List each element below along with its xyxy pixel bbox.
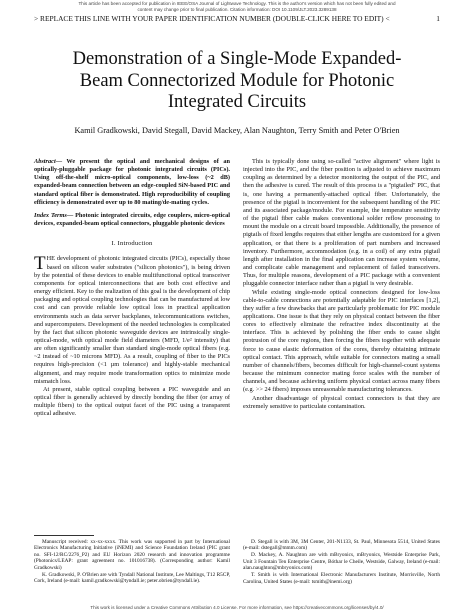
abstract-text: — We present the optical and mechanical designs of an optically-pluggable package for photonic integrated circuits (PICs). Using off-the-shelf micro-optical components, low-loss (~2 dB) expanded-beam connection between an edge-coupled SiN-based PIC and standard optical fiber is demonstrated. High reproducibility of coupling efficiency is demonstrated over up to 80 mating/de-mating cycles. bbox=[34, 158, 230, 206]
title-line: Integrated Circuits bbox=[167, 92, 307, 112]
footnote: D. Mackey, A. Naughton are with mBryonics, mBryonics, Westside Enterprise Park, Unit 3 Fountain Ten Enterprise Centre, Bóthar le Cheile, Westside, Galway, Ireland (e-mail: alan.naughton@mbryonics.com) bbox=[243, 552, 440, 572]
body-paragraph: While existing single-mode optical connectors designed for low-loss cable-to-cable connections are potentially adaptable for PIC interfaces [1,2], they suffer a few drawbacks that are particularly problematic for PIC module applications. One issue is that they rely on physical contact between the fiber cores to effectively eliminate the refractive index discontinuity at the interface. This is achieved by polishing the fiber ends to cause slight protrusion of the core regions, then forcing the fibers together with adequate force to cause elastic deformation of the cores, thereby obtaining intimate optical contact. This approach, while suitable for connectors mating a small number of channels/fibers, becomes difficult for high-channel-count systems because the minimum connector mating force scales with the number of channels, and because achieving uniform physical contact across many fibers (e.g. >> 24 fibers) imposes unreasonable manufacturing tolerances. bbox=[243, 288, 440, 394]
footnotes-right bbox=[243, 539, 440, 586]
index-terms-text: — Photonic integrated circuits, edge couplers, micro-optical devices, expanded-beam optical connectors, pluggable photonic devices bbox=[34, 211, 230, 228]
section-heading: I. Introduction bbox=[111, 240, 153, 248]
author-list: Kamil Gradkowski, David Stegall, David Mackey, Alan Naughton, Terry Smith and Peter O'Brien bbox=[74, 126, 400, 135]
footnote: T. Smith is with International Electronic Manufacturers Institute, Morrisville, North Carolina, United States (e-mail: tsmith@inemi.org) bbox=[243, 572, 440, 585]
abstract bbox=[34, 158, 230, 207]
paper-title bbox=[60, 49, 414, 114]
intro-paragraph bbox=[34, 255, 230, 386]
abstract-lead: Abstract bbox=[34, 158, 56, 165]
page-number: 1 bbox=[436, 14, 440, 23]
title-line: Beam Connectorized Module for Photonic bbox=[79, 70, 395, 91]
publication-notice bbox=[0, 1, 474, 12]
index-terms bbox=[34, 212, 230, 228]
intro-paragraph-text: HE development of photonic integrated circuits (PICs), especially those based on silicon wafer substrates ("silicon photonics"), is being driven by the potential of these devices to enable multifunctional optical transceiver components for optical interconnections that are both cost effective and energy efficient. Key to the realization of this goal is the development of chip packaging and optical coupling technologies that can be manufactured at low cost and can provide reliable low optical loss in practical application environments such as data server backplanes, telecommunications switches, and supercomputers. Development of the needed technologies is complicated by the fact that silicon photonic waveguide devices are intrinsically single-optical-mode, with optical mode field diameters (MFD, 1/e² intensity) that are often significantly smaller than standard single-mode optical fibers (e.g. ~2 instead of ~10 microns MFD). As a result, coupling of fiber to the PICs requires high-precision (<1 µm tolerance) and highly-stable mechanical alignment, and may require mode transformation optics to minimize mode mismatch loss. bbox=[34, 255, 230, 385]
body-paragraph: Another disadvantage of physical contact connectors is that they are extremely sensitive to particulate contamination. bbox=[243, 394, 440, 410]
drop-cap: T bbox=[34, 253, 46, 275]
right-column bbox=[243, 158, 440, 411]
left-column bbox=[34, 158, 230, 419]
title-line: Demonstration of a Single-Mode Expanded- bbox=[72, 49, 402, 69]
footnote: D. Stegall is with 3M, 3M Center, 201-N1133, St. Paul, Minnesota 5514, United States (e-mail: dstegall@mmm.com) bbox=[243, 539, 440, 552]
footnote: Manuscript received: xx-xx-xxxx. This work was supported in part by International Electronics Manufacturing Initiative (iNEMI) and Science Foundation Ireland (PIC grant no. SFI-12/RC/2276_P2) and EU Horizon 2020 research and innovation programme (Photonics/LEAP: grant agreement no. 101016738). (Corresponding author: Kamil Gradkowski) bbox=[34, 539, 230, 571]
publication-notice-line: content may change prior to final publication. Citation information: DOI 10.1109/JLT.2023.3289138 bbox=[137, 6, 337, 12]
running-head-text: > REPLACE THIS LINE WITH YOUR PAPER IDENTIFICATION NUMBER (DOUBLE-CLICK HERE TO EDIT) < bbox=[34, 14, 390, 23]
footnotes-left bbox=[34, 539, 230, 585]
publication-notice-line: This article has been accepted for publication in IEEE/OSA Journal of Lightwave Technology. This is the author's version which has not been fully edited and bbox=[78, 1, 396, 6]
footnote-rule bbox=[34, 535, 94, 536]
body-paragraph: This is typically done using so-called "active alignment" where light is injected into the PIC, and the fiber position is adjusted to achieve maximum coupling as determined by a detector monitoring the output of the PIC, and then the adhesive is cured. The result of this process is a "pigtailed" PIC, that is, one having a permanently-attached optical fiber. Unfortunately, the presence of the pigtail is inconvenient for the subsequent handling of the PIC and its associated package/module. For example, the temperature sensitivity of the pigtail fiber cable makes conventional solder reflow processing to mount the module on a circuit board impossible. Additionally, the presence of pigtails of fixed lengths requires that either lengths are customized for a given application, or that there is a proliferation of part numbers and increased inventory. Furthermore, accommodation (e.g. in a coil) of any extra pigtail length after installation in the final application can increase system volume, and complicate cable management and replacement of failed transceivers. Thus, for multiple reasons, development of a PIC package with a convenient pluggable connector interface rather than a pigtail is very desirable. bbox=[243, 158, 440, 288]
intro-paragraph: At present, stable optical coupling between a PIC waveguide and an optical fiber is generally achieved by directly bonding the fiber (or array of multiple fibers) to the optical output facet of the PIC using a transparent optical adhesive. bbox=[34, 385, 230, 418]
index-terms-lead: Index Terms bbox=[34, 211, 67, 219]
footnote: K. Gradkowski, P. O'Brien are with Tyndall National Institute, Lee Maltings, T12 R5CP, Cork, Ireland (e-mail: kamil.gradkowski@tyndall.ie; peter.obrien@tyndall.ie). bbox=[34, 571, 230, 585]
running-header bbox=[34, 14, 440, 23]
license-notice: This work is licensed under a Creative Commons Attribution 4.0 License. For more information, see https://creativecommons.org/licenses/by/4.0/ bbox=[90, 605, 384, 610]
